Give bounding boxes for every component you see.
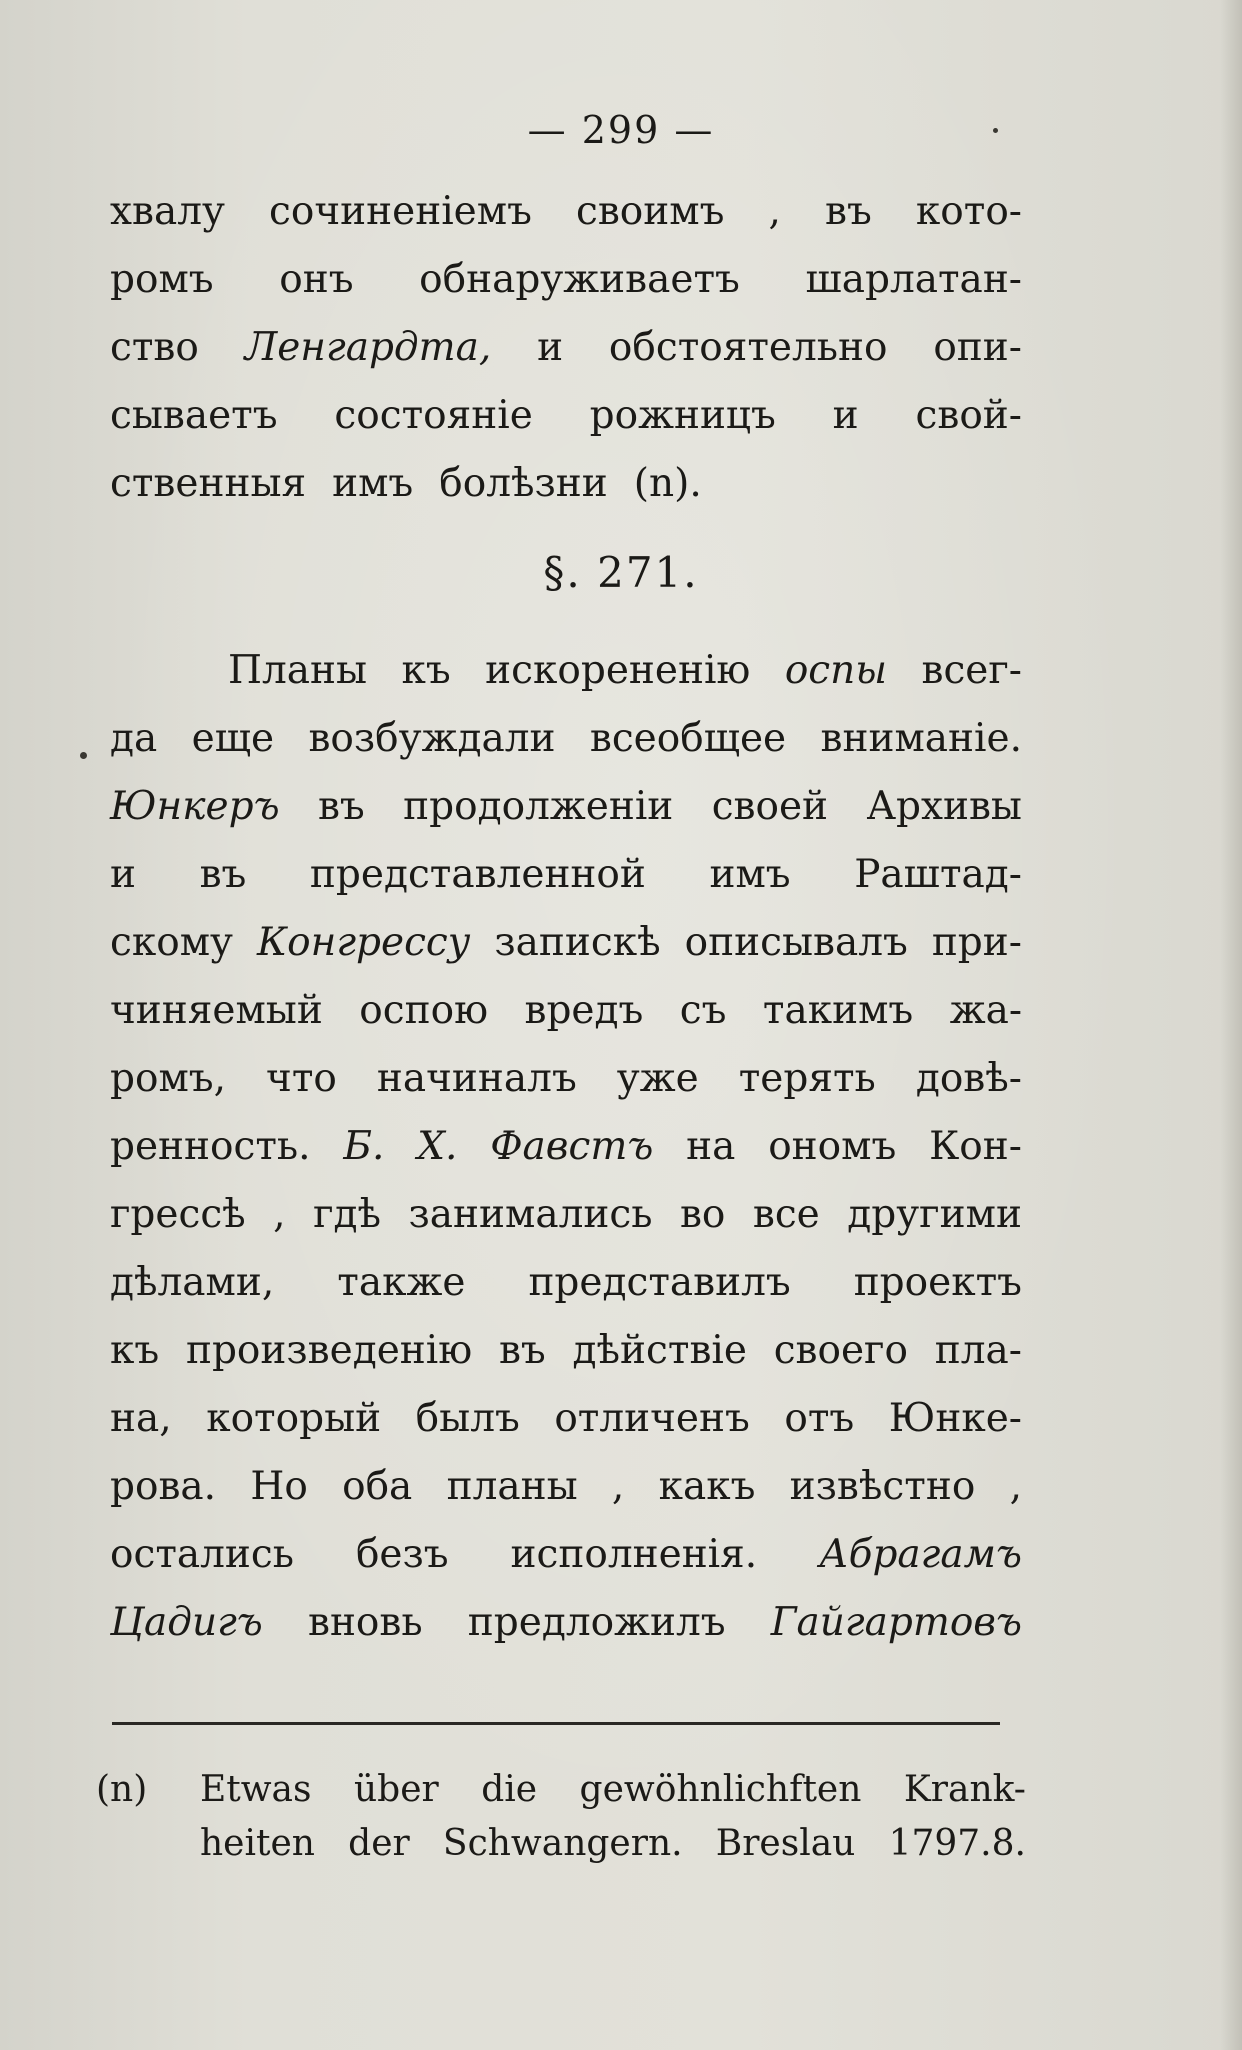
text-line: ственныя имъ болѣзни (n). [110, 450, 1022, 518]
text-line: дѣлами, также представилъ проектъ [110, 1260, 1022, 1305]
text-line: Цадигъ вновь предложилъ Гайгартовъ [110, 1600, 1022, 1645]
footnote-reference: (n). [633, 461, 702, 506]
continuation-text [110, 178, 1022, 518]
text-line: къ произведенію въ дѣйствіе своего пла- [110, 1328, 1022, 1373]
footnote-marker: (n) [96, 1769, 148, 1810]
paper-speck [80, 752, 87, 759]
text-line: Планы къ искорененію оспы всег- [228, 648, 1022, 693]
footnote-divider [112, 1722, 1000, 1725]
text-line: сываетъ состояніе рожницъ и свой- [110, 393, 1022, 438]
text-line: остались безъ исполненія. Абрагамъ [110, 1532, 1022, 1577]
footnote [96, 1763, 1026, 1871]
page-number: — 299 — [527, 108, 715, 152]
section-heading: §. 271. [543, 548, 699, 597]
text-line: ренность. Б. Х. Фавстъ на ономъ Кон- [110, 1124, 1022, 1169]
text-line: скому Конгрессу запискѣ описывалъ при- [110, 920, 1022, 965]
text-line: на, который былъ отличенъ отъ Юнке- [110, 1396, 1022, 1441]
text-line: Юнкеръ въ продолженіи своей Архивы [110, 784, 1022, 829]
footnote-line: Etwas über die gewöhnlichften Krank- [200, 1769, 1026, 1810]
text-line: ромъ онъ обнаруживаетъ шарлатан- [110, 257, 1022, 302]
text-line: да еще возбуждали всеобщее вниманіе. [110, 716, 1022, 761]
text-line: чиняемый оспою вредъ съ такимъ жа- [110, 988, 1022, 1033]
text-line: грессѣ , гдѣ занимались во все другими [110, 1192, 1022, 1237]
text-line: ство Ленгардта, и обстоятельно опи- [110, 325, 1022, 370]
footnote-line: heiten der Schwangern. Breslau 1797.8. [200, 1823, 1026, 1864]
page-edge-shadow [1220, 0, 1242, 2050]
text-line: и въ представленной имъ Раштад- [110, 852, 1022, 897]
text-line: рова. Но оба планы , какъ извѣстно , [110, 1464, 1022, 1509]
text-line: ромъ, что начиналъ уже терять довѣ- [110, 1056, 1022, 1101]
text-line: хвалу сочиненіемъ своимъ , въ кото- [110, 189, 1022, 234]
paragraph [110, 637, 1022, 1657]
paper-speck [993, 128, 998, 133]
